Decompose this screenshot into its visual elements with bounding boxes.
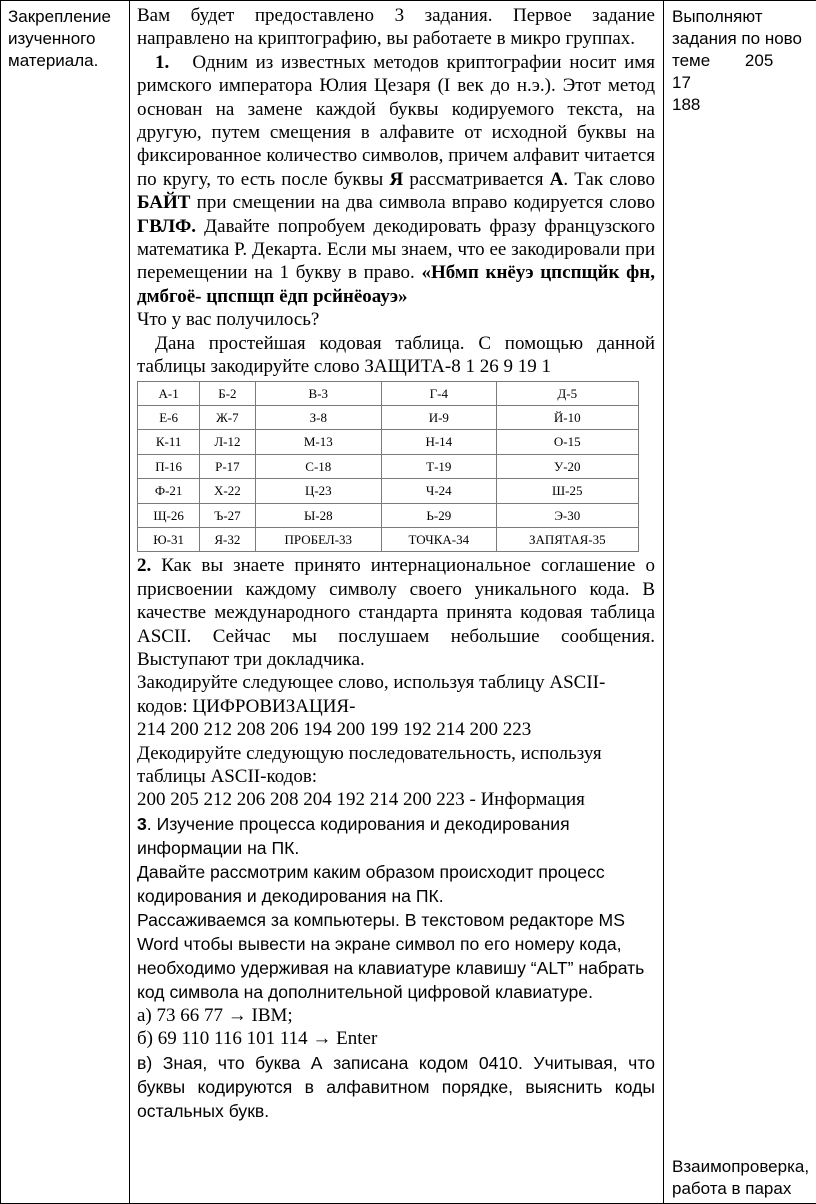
code-cell: Т-19: [382, 454, 497, 478]
table-row: [138, 503, 639, 527]
code-cell: Я-32: [200, 527, 255, 551]
code-cell: М-13: [255, 430, 382, 454]
question: Что у вас получилось?: [137, 309, 320, 331]
task2-text: Как вы знаете принято интернациональное соглашение о присвоении каждому символу своего уникального кода. В качестве международного стандарта принята кодовая таблица ASCII. Сейчас мы послушаем небольшие сообщения. Выступают три докладчика.: [137, 555, 655, 670]
word-bait: БАЙТ: [137, 192, 191, 214]
code-cell: Ю-31: [138, 527, 200, 551]
task3-number: 3: [137, 813, 147, 834]
letter-a: А: [549, 168, 564, 190]
code-cell: Ь-29: [382, 503, 497, 527]
table-row: [138, 454, 639, 478]
activity-line: теме 205 17: [672, 51, 774, 92]
column-divider-1: [129, 1, 130, 1203]
code-cell: Н-14: [382, 430, 497, 454]
teacher-activity-column: [137, 4, 655, 1123]
task2-decode: Декодируйте следующую последовательность, используя таблицы ASCII-кодов:: [137, 742, 602, 787]
code-cell: Й-10: [496, 405, 638, 429]
task3-p1: Давайте рассмотрим каким образом происходит процесс: [137, 861, 605, 882]
code-cell: ПРОБЕЛ-33: [255, 527, 382, 551]
column-divider-2: [663, 1, 664, 1203]
activity-bottom: [672, 1156, 816, 1200]
student-activity-column: [672, 6, 816, 1198]
task3-p1b: кодирования и декодирования на ПК.: [137, 885, 444, 906]
stage-column: [8, 6, 126, 72]
activity-line: Взаимопроверка,: [672, 1157, 810, 1176]
code-cell: А-1: [138, 381, 200, 405]
table-row: [138, 405, 639, 429]
code-cell: Д-5: [496, 381, 638, 405]
code-cell: В-3: [255, 381, 382, 405]
stage-line: изученного: [8, 29, 96, 48]
task3-item-b: б) 69 110 116 101 114 → Enter: [137, 1028, 378, 1050]
task3-item-a: а) 73 66 77 → IBM;: [137, 1004, 293, 1026]
task1-table-intro: Дана простейшая кодовая таблица. С помощью данной таблицы закодируйте слово ЗАЩИТА-8 1 26 9 19 1: [137, 332, 655, 378]
task1-text-e: Давайте попробуем декодировать фразу французского математика Р. Декарта. Если мы знаем, что ее закодировали при перемещении на 1 букву в право.: [137, 215, 655, 284]
stage-line: Закрепление: [8, 7, 111, 26]
code-cell: Щ-26: [138, 503, 200, 527]
task2-decode-codes: 200 205 212 206 208 204 192 214 200 223 - Информация: [137, 789, 585, 811]
code-cell: ТОЧКА-34: [382, 527, 497, 551]
code-cell: О-15: [496, 430, 638, 454]
task3-item-c: в) Зная, что буква А записана кодом 0410. Учитывая, что буквы кодируются в алфавитном порядке, выяснить коды остальных букв.: [137, 1052, 655, 1121]
activity-line: задания по ново: [672, 29, 802, 48]
task1-text-b: рассматривается: [403, 168, 550, 190]
activity-line: работа в парах: [672, 1179, 792, 1198]
activity-line: Выполняют: [672, 7, 763, 26]
table-row: [138, 479, 639, 503]
code-cell: Э-30: [496, 503, 638, 527]
code-cell: З-8: [255, 405, 382, 429]
code-cell: Б-2: [200, 381, 255, 405]
task2-number: 2.: [137, 555, 152, 577]
table-row: [138, 527, 639, 551]
task1-text-c: . Так слово: [563, 168, 655, 190]
code-cell: Р-17: [200, 454, 255, 478]
task1-text-d: при смещении на два символа вправо кодируется слово: [190, 192, 655, 214]
code-table: [137, 381, 639, 553]
activity-line: 188: [672, 95, 701, 114]
code-cell: Х-22: [200, 479, 255, 503]
task1-number: 1.: [155, 51, 170, 73]
task2-encode-codes: 214 200 212 208 206 194 200 199 192 214 200 223: [137, 719, 532, 741]
table-border-left: [0, 1, 1, 1203]
cipher-phrase: «Нбмп кнёуэ цпспщйк фн, дмбгоё- цпспщп ёдп рсйнёоауэ»: [137, 262, 655, 307]
task2-encode: Закодируйте следующее слово, используя таблицу ASCII-кодов: ЦИФРОВИЗАЦИЯ-: [137, 672, 606, 717]
code-cell: У-20: [496, 454, 638, 478]
task3-p2: Рассаживаемся за компьютеры. В текстовом редакторе MS Word чтобы вывести на экране символ по его номеру кода, необходимо удерживая на клавиатуре клавишу “ALT” набрать код символа на дополнительной цифровой клавиатуре.: [137, 909, 645, 1002]
table-row: [138, 430, 639, 454]
task1-text-a: Одним из известных методов криптографии носит имя римского императора Юлия Цезаря (I век до н.э.). Этот метод основан на замене каждой буквы кодируемого текста, на другую, путем смещения в алфавите от исходной буквы на фиксированное количество символов, причем алфавит читается по кругу, то есть после буквы: [137, 51, 655, 190]
task3-title-text: . Изучение процесса кодирования и декодирования информации на ПК.: [137, 813, 570, 858]
task3-block: [137, 812, 655, 1004]
code-cell: С-18: [255, 454, 382, 478]
code-cell: И-9: [382, 405, 497, 429]
code-cell: Ы-28: [255, 503, 382, 527]
code-cell: Е-6: [138, 405, 200, 429]
code-cell: П-16: [138, 454, 200, 478]
intro-paragraph: Вам будет предоставлено 3 задания. Первое задание направлено на криптографию, вы работаете в микро группах.: [137, 5, 655, 50]
code-cell: Ж-7: [200, 405, 255, 429]
code-cell: К-11: [138, 430, 200, 454]
task2-paragraph: [137, 554, 655, 671]
stage-line: материала.: [8, 51, 99, 70]
code-cell: Г-4: [382, 381, 497, 405]
table-row: [138, 381, 639, 405]
code-cell: Л-12: [200, 430, 255, 454]
code-cell: Ф-21: [138, 479, 200, 503]
code-cell: Ъ-27: [200, 503, 255, 527]
letter-ya: Я: [389, 168, 404, 190]
code-cell: Ш-25: [496, 479, 638, 503]
code-cell: ЗАПЯТАЯ-35: [496, 527, 638, 551]
word-gvlf: ГВЛФ.: [137, 215, 197, 237]
code-cell: Ч-24: [382, 479, 497, 503]
task3-title: [137, 812, 655, 860]
code-cell: Ц-23: [255, 479, 382, 503]
task1-paragraph: [137, 51, 655, 308]
